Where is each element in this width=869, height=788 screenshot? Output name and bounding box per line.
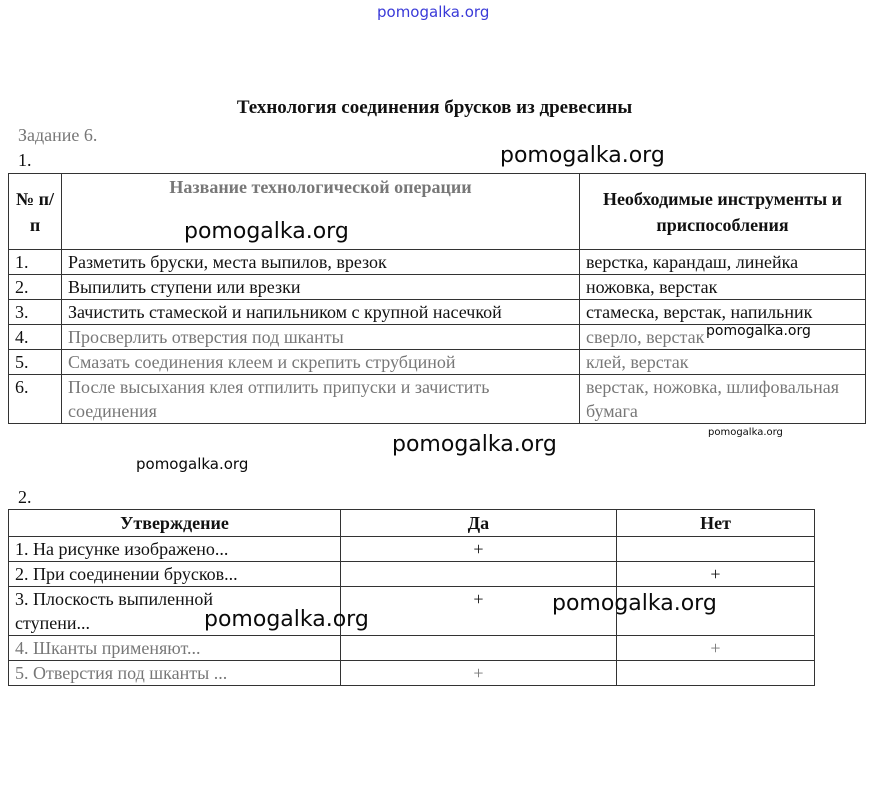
statement-cell: 4. Шканты применяют... (9, 636, 341, 661)
row-number: 6. (9, 375, 62, 424)
statement-text: 3. Плоскость выпиленной ступени... (15, 589, 213, 633)
section-1-number: 1. (18, 150, 32, 170)
watermark: pomogalka.org (708, 427, 783, 438)
table-row (9, 636, 815, 661)
table-row (9, 300, 866, 325)
watermark: pomogalka.org (706, 323, 811, 339)
tools-cell: верстка, карандаш, линейка (580, 250, 866, 275)
table-row (9, 275, 866, 300)
col-header-operation: Название технологической операции (62, 174, 580, 250)
table-row (9, 250, 866, 275)
watermark: pomogalka.org (204, 607, 369, 632)
tools-cell: ножовка, верстак (580, 275, 866, 300)
row-number: 2. (9, 275, 62, 300)
watermark: pomogalka.org (500, 143, 665, 168)
section-2-number: 2. (18, 487, 32, 507)
operations-header-row (9, 174, 866, 250)
no-mark: + (617, 636, 815, 661)
table-row (9, 537, 815, 562)
col-header-yes: Да (341, 510, 617, 537)
table-row (9, 350, 866, 375)
operation-cell: Выпилить ступени или врезки (62, 275, 580, 300)
yes-mark: + (341, 587, 617, 636)
row-number: 3. (9, 300, 62, 325)
watermark-top: pomogalka.org (377, 3, 490, 21)
table-row (9, 661, 815, 686)
statement-cell: 2. При соединении брусков... (9, 562, 341, 587)
operation-cell: Разметить бруски, места выпилов, врезок (62, 250, 580, 275)
col-header-number: № п/п (9, 174, 62, 250)
col-header-no: Нет (617, 510, 815, 537)
table-row (9, 562, 815, 587)
yes-mark (341, 562, 617, 587)
table-row (9, 375, 866, 424)
document-title: Технология соединения брусков из древесины (236, 97, 633, 118)
col-header-tools: Необходимые инструменты и приспособления (580, 174, 866, 250)
watermark: pomogalka.org (136, 455, 249, 473)
watermark: pomogalka.org (552, 591, 717, 616)
tools-cell: клей, верстак (580, 350, 866, 375)
row-number: 1. (9, 250, 62, 275)
operations-table (8, 173, 866, 424)
tools-cell: верстак, ножовка, шлифовальная бумага (580, 375, 866, 424)
yes-mark: + (341, 537, 617, 562)
yes-mark (341, 636, 617, 661)
row-number: 5. (9, 350, 62, 375)
statements-header-row (9, 510, 815, 537)
no-mark: + (617, 562, 815, 587)
row-number: 4. (9, 325, 62, 350)
task-label: Задание 6. (18, 125, 98, 145)
col-header-statement: Утверждение (9, 510, 341, 537)
tools-cell: сверло, верстак (580, 325, 866, 350)
operation-cell: Просверлить отверстия под шканты (62, 325, 580, 350)
operation-cell: Зачистить стамеской и напильником с крупной насечкой (62, 300, 580, 325)
operation-cell: После высыхания клея отпилить припуски и зачистить соединения (62, 375, 580, 424)
statement-cell: 1. На рисунке изображено... (9, 537, 341, 562)
statement-cell: 5. Отверстия под шканты ... (9, 661, 341, 686)
no-mark (617, 661, 815, 686)
yes-mark: + (341, 661, 617, 686)
no-mark (617, 537, 815, 562)
operation-cell: Смазать соединения клеем и скрепить струбциной (62, 350, 580, 375)
watermark: pomogalka.org (392, 432, 557, 457)
watermark: pomogalka.org (184, 219, 349, 244)
tools-cell: стамеска, верстак, напильник (580, 300, 866, 325)
